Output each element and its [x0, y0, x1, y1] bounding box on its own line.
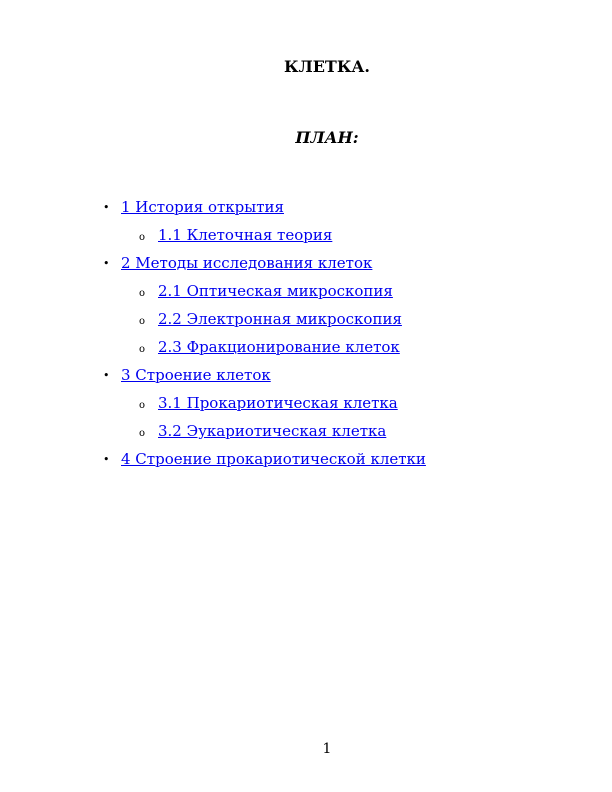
toc-item: [0, 420, 612, 448]
circle-bullet-icon: o: [139, 288, 146, 299]
circle-bullet-icon: o: [139, 428, 146, 439]
toc-item: [0, 364, 612, 392]
circle-bullet-icon: o: [139, 344, 146, 355]
toc-link-2-1[interactable]: 2.1 Оптическая микроскопия: [158, 282, 393, 300]
toc-link-3-2[interactable]: 3.2 Эукариотическая клетка: [158, 422, 387, 440]
toc-link-2-2[interactable]: 2.2 Электронная микроскопия: [158, 310, 402, 328]
bullet-icon: •: [103, 453, 110, 466]
toc-item: [0, 252, 612, 280]
page-number: 1: [322, 741, 332, 757]
toc-link-2[interactable]: 2 Методы исследования клеток: [121, 254, 373, 272]
toc-item: [0, 336, 612, 364]
toc-link-1[interactable]: 1 История открытия: [121, 198, 284, 216]
toc-item: [0, 280, 612, 308]
circle-bullet-icon: o: [139, 316, 146, 327]
document-title: КЛЕТКА.: [284, 57, 370, 76]
bullet-icon: •: [103, 369, 110, 382]
toc-link-3[interactable]: 3 Строение клеток: [121, 366, 271, 384]
circle-bullet-icon: o: [139, 232, 146, 243]
toc-item: [0, 392, 612, 420]
toc-link-3-1[interactable]: 3.1 Прокариотическая клетка: [158, 394, 398, 412]
circle-bullet-icon: o: [139, 400, 146, 411]
bullet-icon: •: [103, 257, 110, 270]
table-of-contents: [0, 196, 612, 476]
toc-item: [0, 224, 612, 252]
toc-link-1-1[interactable]: 1.1 Клеточная теория: [158, 226, 333, 244]
toc-item: [0, 196, 612, 224]
bullet-icon: •: [103, 201, 110, 214]
toc-link-4[interactable]: 4 Строение прокариотической клетки: [121, 450, 426, 468]
plan-heading: ПЛАН:: [295, 128, 359, 147]
toc-item: [0, 308, 612, 336]
toc-link-2-3[interactable]: 2.3 Фракционирование клеток: [158, 338, 400, 356]
toc-item: [0, 448, 612, 476]
